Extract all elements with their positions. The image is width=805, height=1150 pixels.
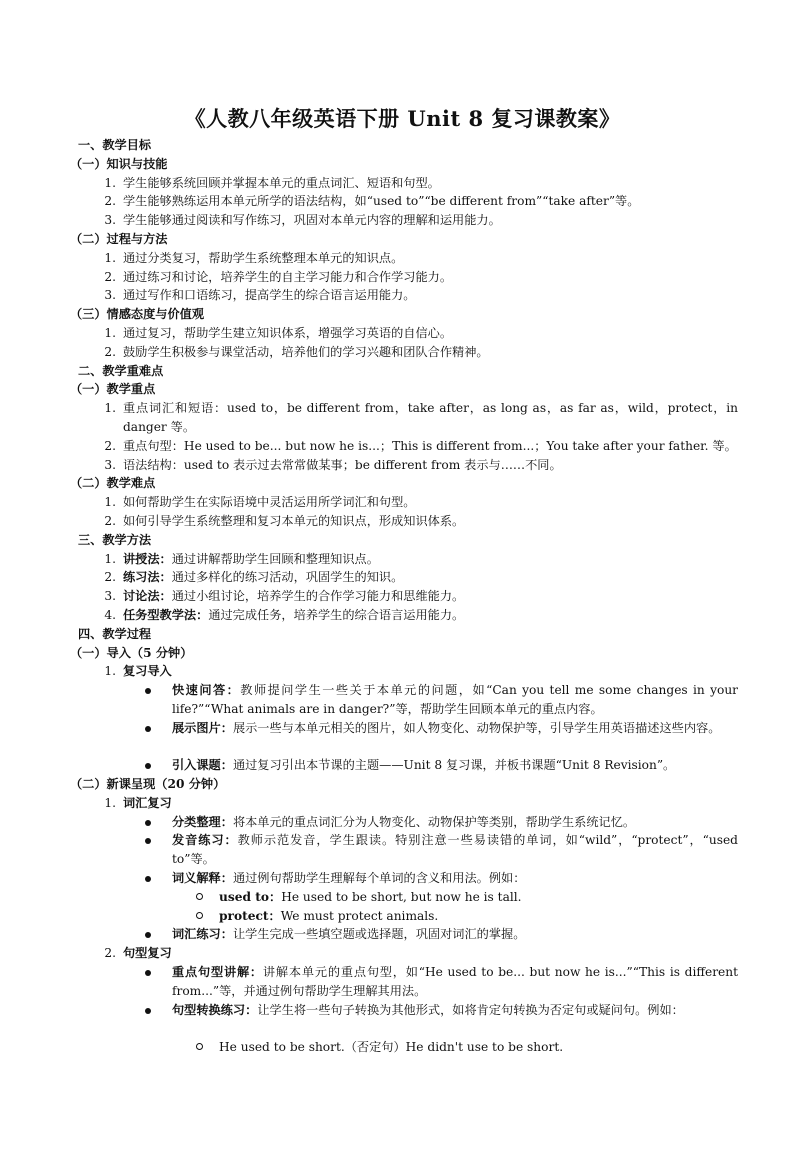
bullet-icon [145,763,151,769]
subsection-heading: （二）过程与方法 [70,231,168,246]
bullet-icon [145,726,151,732]
document-body [70,136,739,1057]
bullet-icon [145,820,151,826]
list-item: 4. 任务型教学法：通过完成任务，培养学生的综合语言运用能力。 [104,607,465,622]
list-item: 1. 学生能够系统回顾并掌握本单元的重点词汇、短语和句型。 [104,175,440,190]
list-item: 1. 通过复习，帮助学生建立知识体系，增强学习英语的自信心。 [104,325,453,340]
list-item: 3. 讨论法：通过小组讨论，培养学生的合作学习能力和思维能力。 [104,589,465,604]
section-heading: 四、教学过程 [78,626,152,641]
circle-bullet-icon [196,1043,203,1050]
bullet-item: 发音练习：教师示范发音，学生跟读。特别注意一些易读错的单词，如“wild”，“protect”，“used to”等。 [78,831,738,869]
sub-bullet-item: protect：We must protect animals. [78,907,738,926]
section-heading: 一、教学目标 [78,138,152,152]
list-item: 2. 句型复习 [104,946,172,961]
list-item: 1. 如何帮助学生在实际语境中灵活运用所学词汇和句型。 [104,495,416,510]
bullet-item: 快速问答：教师提问学生一些关于本单元的问题，如“Can you tell me some changes in your life?”“What animals are in danger?”等，帮助学生回顾本单元的重点内容。 [78,681,738,719]
list-item: 2. 学生能够熟练运用本单元所学的语法结构，如“used to”“be different from”“take after”等。 [104,194,640,209]
bullet-icon [145,1008,151,1014]
subsection-heading: （一）教学重点 [70,382,156,397]
document-title: 《人教八年级英语下册 Unit 8 复习课教案》 [184,106,621,131]
bullet-icon [145,838,151,844]
section-heading: 三、教学方法 [78,532,152,547]
list-item: 2. 练习法：通过多样化的练习活动，巩固学生的知识。 [104,570,404,585]
list-item: 2. 通过练习和讨论，培养学生的自主学习能力和合作学习能力。 [104,269,453,284]
list-item: 3. 学生能够通过阅读和写作练习，巩固对本单元内容的理解和运用能力。 [104,213,501,228]
subsection-heading: （一）知识与技能 [70,156,168,171]
circle-bullet-icon [196,893,203,900]
subsection-heading: （一）导入（5 分钟） [70,645,193,660]
list-item: 2. 重点句型：He used to be... but now he is...；This is different from...；You take after your father. 等。 [104,438,737,453]
bullet-item: 词义解释：通过例句帮助学生理解每个单词的含义和用法。例如： [78,869,738,888]
list-item: 1. 讲授法：通过讲解帮助学生回顾和整理知识点。 [104,551,379,566]
bullet-item: 句型转换练习：让学生将一些句子转换为其他形式，如将肯定句转换为否定句或疑问句。例如： [78,1001,738,1039]
list-item: 3. 语法结构：used to 表示过去常常做某事；be different from 表示与……不同。 [104,457,562,472]
bullet-icon [145,932,151,938]
list-item: 2. 如何引导学生系统整理和复习本单元的知识点，形成知识体系。 [104,513,465,528]
bullet-icon [145,688,151,694]
bullet-item: 引入课题：通过复习引出本节课的主题——Unit 8 复习课，并板书课题“Unit 8 Revision”。 [78,756,738,775]
bullet-item: 重点句型讲解：讲解本单元的重点句型，如“He used to be... but now he is...”“This is different from...”等，并通过例句帮助学生理解其用法。 [78,963,738,1001]
list-item: 1. 复习导入 [104,664,172,679]
list-item: 1. 词汇复习 [104,795,172,810]
bullet-item: 词汇练习：让学生完成一些填空题或选择题，巩固对词汇的掌握。 [78,925,738,944]
bullet-icon [145,970,151,976]
bullet-item: 分类整理：将本单元的重点词汇分为人物变化、动物保护等类别，帮助学生系统记忆。 [78,813,738,832]
list-item: 3. 通过写作和口语练习，提高学生的综合语言运用能力。 [104,288,416,303]
subsection-heading: （三）情感态度与价值观 [70,307,205,322]
subsection-heading: （二）教学难点 [70,476,156,491]
subsection-heading: （二）新课呈现（20 分钟） [70,777,226,792]
list-item: 1. 通过分类复习，帮助学生系统整理本单元的知识点。 [104,250,404,265]
bullet-item: 展示图片：展示一些与本单元相关的图片，如人物变化、动物保护等，引导学生用英语描述这些内容。 [78,719,738,757]
sub-bullet-item: used to：He used to be short, but now he is tall. [78,888,738,907]
section-heading: 二、教学重难点 [78,363,164,378]
bullet-icon [145,876,151,882]
list-item: 2. 鼓励学生积极参与课堂活动，培养他们的学习兴趣和团队合作精神。 [104,344,489,359]
circle-bullet-icon [196,912,203,919]
sub-bullet-item: He used to be short.（否定句）He didn't use to be short. [78,1038,738,1057]
list-item: 1. 重点词汇和短语：used to，be different from，take after，as long as，as far as，wild，protect，in danger 等。 [104,401,738,434]
